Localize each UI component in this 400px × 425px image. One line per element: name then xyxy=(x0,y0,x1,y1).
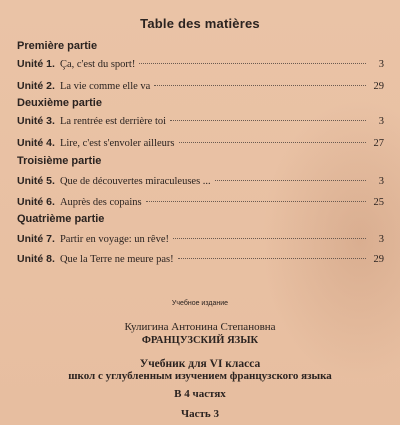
unit-number: Unité 3. xyxy=(17,115,55,127)
volumes-count: В 4 частях xyxy=(174,388,226,400)
dot-leader xyxy=(139,63,366,64)
edition-type: Учебное издание xyxy=(171,300,229,307)
toc-entry xyxy=(17,80,384,94)
page-number: 3 xyxy=(378,59,384,70)
unit-number: Unité 4. xyxy=(17,137,55,149)
book-description-line2: школ с углубленным изучением французского языка xyxy=(68,370,332,382)
unit-title: Que de découvertes miraculeuses ... xyxy=(59,176,211,187)
unit-title: La vie comme elle va xyxy=(59,81,151,92)
dot-leader xyxy=(146,201,366,202)
toc-entry xyxy=(17,175,384,189)
part-heading: Quatrième partie xyxy=(17,213,105,225)
unit-number: Unité 2. xyxy=(17,80,55,92)
unit-number: Unité 8. xyxy=(17,253,55,265)
dot-leader xyxy=(173,238,366,239)
book-description: Учебник для VI класса xyxy=(139,358,261,370)
toc-entry xyxy=(17,115,384,129)
page-number: 29 xyxy=(373,81,384,92)
part-heading: Troisième partie xyxy=(17,155,102,167)
volume-part: Часть 3 xyxy=(181,408,219,420)
toc-entry xyxy=(17,196,384,210)
dot-leader xyxy=(170,120,366,121)
unit-title: La rentrée est derrière toi xyxy=(59,116,167,127)
page-number: 3 xyxy=(378,176,384,187)
page-number: 3 xyxy=(378,116,384,127)
page-number: 29 xyxy=(373,254,384,265)
page-number: 3 xyxy=(378,234,384,245)
unit-number: Unité 7. xyxy=(17,233,55,245)
unit-title: Partir en voyage: un rêve! xyxy=(59,234,169,245)
part-heading: Première partie xyxy=(17,40,98,52)
unit-title: Ça, c'est du sport! xyxy=(59,59,136,70)
unit-number: Unité 5. xyxy=(17,175,55,187)
part-heading: Deuxième partie xyxy=(17,97,102,109)
toc-entry xyxy=(17,137,384,151)
unit-title: Auprès des copains xyxy=(59,197,142,208)
toc-entry xyxy=(17,58,384,72)
page-number: 27 xyxy=(373,138,384,149)
toc-entry xyxy=(17,233,384,247)
dot-leader xyxy=(178,258,366,259)
dot-leader xyxy=(215,180,366,181)
toc-title: Table des matières xyxy=(140,16,260,31)
unit-number: Unité 6. xyxy=(17,196,55,208)
page-number: 25 xyxy=(373,197,384,208)
author-name: Кулигина Антонина Степановна xyxy=(124,321,276,333)
subject-title: ФРАНЦУЗСКИЙ ЯЗЫК xyxy=(141,335,259,346)
unit-title: Que la Terre ne meure pas! xyxy=(59,254,174,265)
unit-title: Lire, c'est s'envoler ailleurs xyxy=(59,138,175,149)
dot-leader xyxy=(154,85,366,86)
dot-leader xyxy=(179,142,366,143)
toc-entry xyxy=(17,253,384,267)
unit-number: Unité 1. xyxy=(17,58,55,70)
